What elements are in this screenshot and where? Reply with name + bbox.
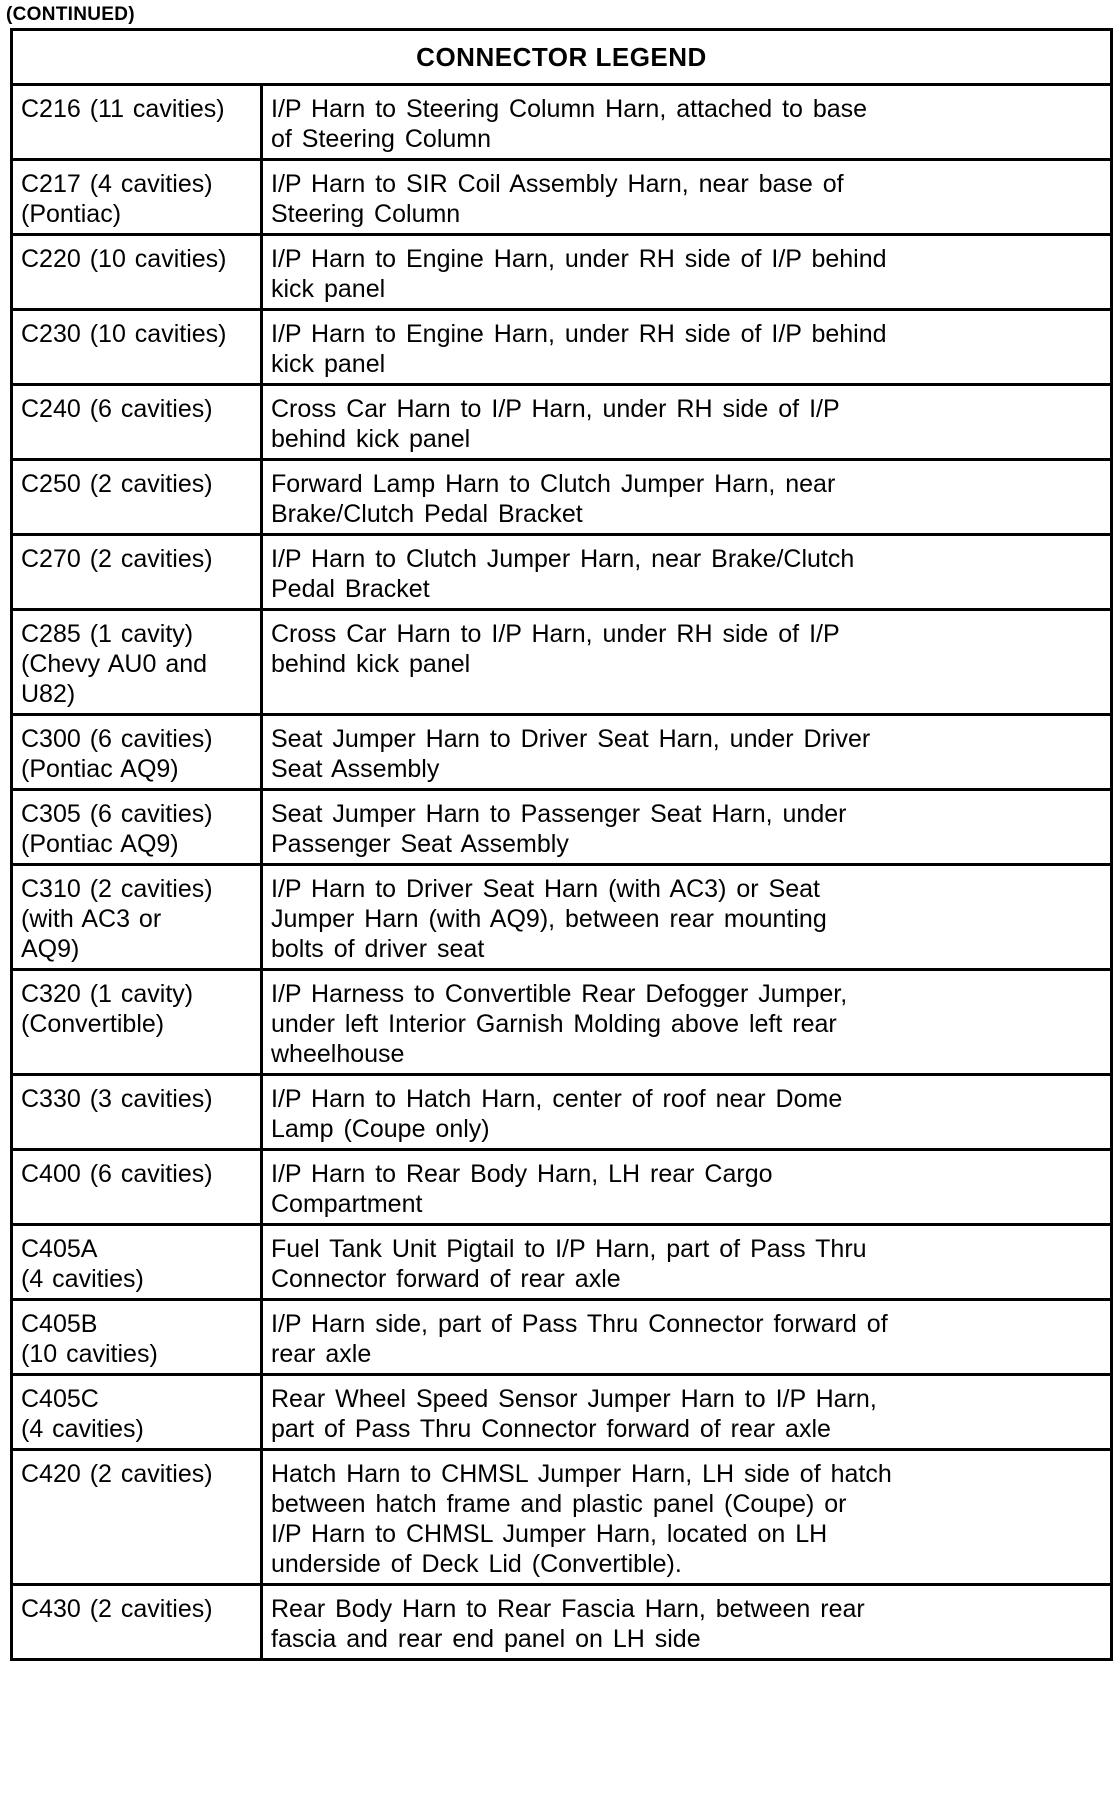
connector-description: Rear Body Harn to Rear Fascia Harn, between rear fascia and rear end panel on LH side (271, 1595, 865, 1653)
connector-description: Forward Lamp Harn to Clutch Jumper Harn, near Brake/Clutch Pedal Bracket (271, 470, 836, 528)
description-cell (262, 235, 1112, 310)
description-cell (262, 310, 1112, 385)
connector-cell (12, 970, 262, 1075)
table-row (12, 535, 1112, 610)
connector-description: I/P Harn to SIR Coil Assembly Harn, near base of Steering Column (271, 170, 844, 228)
description-cell (262, 535, 1112, 610)
connector-id: C330 (3 cavities) (21, 1085, 213, 1113)
table-row (12, 790, 1112, 865)
table-row (12, 85, 1112, 160)
connector-id: C400 (6 cavities) (21, 1160, 213, 1188)
connector-id: C220 (10 cavities) (21, 245, 227, 273)
description-cell (262, 1150, 1112, 1225)
description-cell (262, 1300, 1112, 1375)
connector-description: Hatch Harn to CHMSL Jumper Harn, LH side of hatch between hatch frame and plastic panel (Coupe) or I/P Harn to CHMSL Jumper Harn, located on LH underside of Deck Lid (Convertible). (271, 1460, 892, 1578)
connector-id: C240 (6 cavities) (21, 395, 213, 423)
connector-id: C320 (1 cavity) (Convertible) (21, 980, 194, 1038)
connector-description: I/P Harn to Steering Column Harn, attached to base of Steering Column (271, 95, 868, 153)
description-cell (262, 1375, 1112, 1450)
description-cell (262, 865, 1112, 970)
connector-id: C310 (2 cavities) (with AC3 or AQ9) (21, 875, 213, 963)
connector-description: I/P Harn to Rear Body Harn, LH rear Cargo Compartment (271, 1160, 773, 1218)
connector-description: I/P Harn to Clutch Jumper Harn, near Brake/Clutch Pedal Bracket (271, 545, 855, 603)
table-row (12, 1585, 1112, 1660)
connector-description: Fuel Tank Unit Pigtail to I/P Harn, part of Pass Thru Connector forward of rear axle (271, 1235, 867, 1293)
table-row (12, 1075, 1112, 1150)
table-row (12, 1375, 1112, 1450)
connector-id: C405C (4 cavities) (21, 1385, 144, 1443)
description-cell (262, 460, 1112, 535)
table-row (12, 235, 1112, 310)
table-row (12, 160, 1112, 235)
connector-id: C230 (10 cavities) (21, 320, 227, 348)
connector-cell (12, 1150, 262, 1225)
connector-cell (12, 385, 262, 460)
description-cell (262, 160, 1112, 235)
connector-legend-table (10, 28, 1113, 1661)
connector-id: C300 (6 cavities) (Pontiac AQ9) (21, 725, 213, 783)
connector-cell (12, 1375, 262, 1450)
connector-cell (12, 235, 262, 310)
connector-description: Rear Wheel Speed Sensor Jumper Harn to I/P Harn, part of Pass Thru Connector forward of rear axle (271, 1385, 877, 1443)
connector-cell (12, 1225, 262, 1300)
connector-cell (12, 535, 262, 610)
description-cell (262, 1450, 1112, 1585)
connector-cell (12, 610, 262, 715)
connector-cell (12, 1300, 262, 1375)
table-row (12, 460, 1112, 535)
table-row (12, 1450, 1112, 1585)
connector-description: I/P Harn side, part of Pass Thru Connector forward of rear axle (271, 1310, 888, 1368)
connector-id: C420 (2 cavities) (21, 1460, 213, 1488)
connector-id: C285 (1 cavity) (Chevy AU0 and U82) (21, 620, 208, 708)
connector-cell (12, 715, 262, 790)
connector-description: I/P Harn to Engine Harn, under RH side of I/P behind kick panel (271, 245, 887, 303)
connector-description: I/P Harn to Engine Harn, under RH side of I/P behind kick panel (271, 320, 887, 378)
connector-description: I/P Harness to Convertible Rear Defogger Jumper, under left Interior Garnish Molding above left rear wheelhouse (271, 980, 848, 1068)
table-row (12, 385, 1112, 460)
table-header-row (12, 30, 1112, 85)
table-row (12, 610, 1112, 715)
connector-cell (12, 790, 262, 865)
description-cell (262, 715, 1112, 790)
description-cell (262, 1075, 1112, 1150)
connector-cell (12, 85, 262, 160)
connector-description: Seat Jumper Harn to Passenger Seat Harn, under Passenger Seat Assembly (271, 800, 847, 858)
connector-description: Seat Jumper Harn to Driver Seat Harn, under Driver Seat Assembly (271, 725, 871, 783)
connector-id: C216 (11 cavities) (21, 95, 225, 123)
description-cell (262, 385, 1112, 460)
connector-cell (12, 1450, 262, 1585)
description-cell (262, 1585, 1112, 1660)
connector-id: C405B (10 cavities) (21, 1310, 158, 1368)
table-row (12, 310, 1112, 385)
table-row (12, 1225, 1112, 1300)
connector-id: C217 (4 cavities) (Pontiac) (21, 170, 213, 228)
table-row (12, 1300, 1112, 1375)
connector-cell (12, 160, 262, 235)
table-row (12, 865, 1112, 970)
description-cell (262, 790, 1112, 865)
table-row (12, 1150, 1112, 1225)
description-cell (262, 1225, 1112, 1300)
table-title: CONNECTOR LEGEND (12, 30, 1112, 85)
connector-cell (12, 460, 262, 535)
connector-description: I/P Harn to Hatch Harn, center of roof near Dome Lamp (Coupe only) (271, 1085, 843, 1143)
connector-id: C270 (2 cavities) (21, 545, 213, 573)
table-body (12, 85, 1112, 1660)
connector-cell (12, 1585, 262, 1660)
description-cell (262, 610, 1112, 715)
table-row (12, 715, 1112, 790)
connector-description: I/P Harn to Driver Seat Harn (with AC3) or Seat Jumper Harn (with AQ9), between rear mounting bolts of driver seat (271, 875, 827, 963)
connector-cell (12, 310, 262, 385)
connector-id: C250 (2 cavities) (21, 470, 213, 498)
connector-id: C430 (2 cavities) (21, 1595, 213, 1623)
connector-cell (12, 1075, 262, 1150)
continued-label: (CONTINUED) (6, 4, 135, 25)
connector-description: Cross Car Harn to I/P Harn, under RH side of I/P behind kick panel (271, 395, 840, 453)
description-cell (262, 970, 1112, 1075)
connector-id: C405A (4 cavities) (21, 1235, 144, 1293)
connector-description: Cross Car Harn to I/P Harn, under RH side of I/P behind kick panel (271, 620, 840, 678)
connector-cell (12, 865, 262, 970)
connector-id: C305 (6 cavities) (Pontiac AQ9) (21, 800, 213, 858)
table-row (12, 970, 1112, 1075)
description-cell (262, 85, 1112, 160)
